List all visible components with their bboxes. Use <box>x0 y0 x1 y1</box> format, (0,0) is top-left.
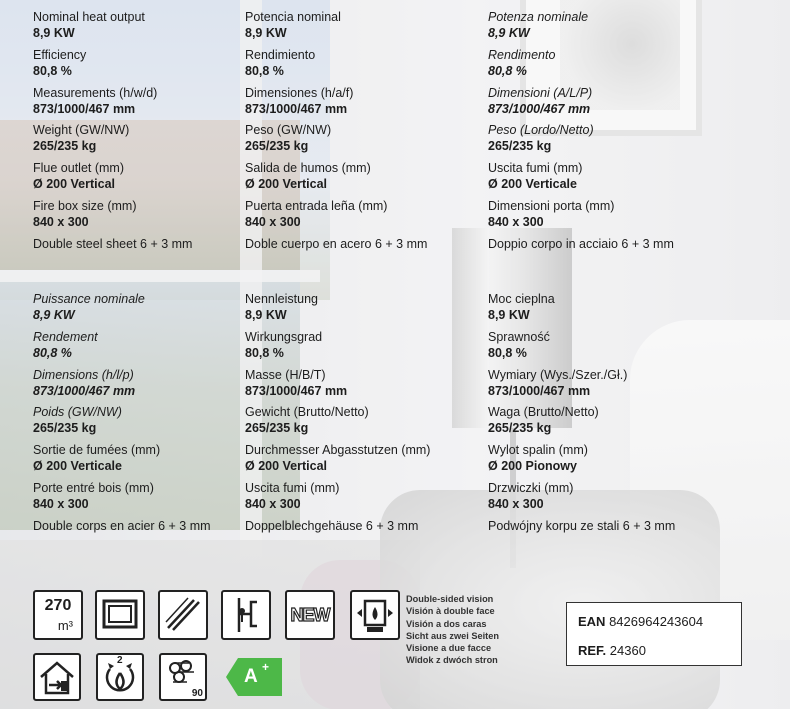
spec-value: Ø 200 Verticale <box>33 459 122 474</box>
spec-value: 873/1000/467 mm <box>488 383 591 398</box>
spec-value: 8,9 KW <box>33 26 75 40</box>
spec-value: 8,9 KW <box>245 26 287 40</box>
stove-front-icon <box>95 590 145 640</box>
spec-value: 8,9 KW <box>488 308 530 322</box>
spec-label: Uscita fumi (mm) <box>245 481 340 495</box>
house-installation-icon <box>33 653 81 701</box>
spec-value: 873/1000/467 mm <box>33 383 136 398</box>
spec-label: Puissance nominale <box>33 292 145 306</box>
ref-value: 24360 <box>609 643 646 658</box>
spec-label: Flue outlet (mm) <box>33 161 124 176</box>
spec-value: 265/235 kg <box>33 139 97 154</box>
spec-value: 80,8 % <box>488 63 527 78</box>
spec-value: 873/1000/467 mm <box>33 101 136 116</box>
double-sided-line: Double-sided vision <box>406 594 494 604</box>
spec-value: 8,9 KW <box>488 26 530 40</box>
spec-label: Waga (Brutto/Netto) <box>488 405 599 420</box>
spec-label: Durchmesser Abgasstutzen (mm) <box>245 443 431 458</box>
ref-row <box>578 643 646 658</box>
spec-value: 265/235 kg <box>488 139 552 154</box>
spec-value: Ø 200 Verticale <box>488 177 577 192</box>
spec-label: Poids (GW/NW) <box>33 405 122 420</box>
spec-label: Salida de humos (mm) <box>245 161 371 176</box>
flue-outlet-icon <box>221 590 271 640</box>
spec-label: Dimensioni (A/L/P) <box>488 85 593 100</box>
spec-value: 80,8 % <box>245 345 284 360</box>
spec-value: 840 x 300 <box>245 215 301 229</box>
spec-label: Potenza nominale <box>488 10 589 24</box>
room-volume-unit: m³ <box>57 618 73 633</box>
spec-value: 873/1000/467 mm <box>245 383 348 398</box>
spec-value: 265/235 kg <box>488 421 552 436</box>
spec-footer: Doble cuerpo en acero 6 + 3 mm <box>245 236 428 251</box>
ean-label: EAN <box>578 614 606 629</box>
spec-label: Rendimento <box>488 47 556 62</box>
spec-value: 265/235 kg <box>33 421 97 436</box>
double-sided-line: Visión à double face <box>406 606 495 617</box>
spec-value: 265/235 kg <box>245 421 309 436</box>
spec-value: 8,9 KW <box>33 308 75 322</box>
spec-label: Peso (GW/NW) <box>245 123 332 138</box>
spec-value: 265/235 kg <box>245 139 309 154</box>
energy-class-letter: A <box>244 666 258 687</box>
room-volume-icon <box>33 590 83 640</box>
spec-label: Uscita fumi (mm) <box>488 161 583 176</box>
ean-value: 8426964243604 <box>609 614 704 629</box>
double-sided-line: Widok z dwóch stron <box>406 655 498 666</box>
spec-label: Masse (H/B/T) <box>245 367 326 382</box>
spec-label: Drzwiczki (mm) <box>488 481 574 495</box>
new-label: NEW <box>290 605 330 625</box>
spec-label: Fire box size (mm) <box>33 199 137 213</box>
spec-value: Ø 200 Pionowy <box>488 459 577 474</box>
spec-footer: Podwójny korpu ze stali 6 + 3 mm <box>488 518 676 533</box>
spec-value: 840 x 300 <box>488 215 544 229</box>
spec-value: 80,8 % <box>33 345 72 360</box>
combustion-icon <box>96 653 144 701</box>
spec-value: Ø 200 Vertical <box>245 459 328 474</box>
spec-value: 80,8 % <box>488 345 527 360</box>
double-sided-line: Sicht aus zwei Seiten <box>406 630 499 641</box>
spec-label: Dimensioni porta (mm) <box>488 199 615 213</box>
spec-label: Rendement <box>33 329 98 344</box>
spec-label: Porte entré bois (mm) <box>33 481 154 495</box>
spec-value: 80,8 % <box>33 63 72 78</box>
spec-label: Rendimiento <box>245 47 316 62</box>
spec-footer: Doppelblechgehäuse 6 + 3 mm <box>245 518 419 533</box>
spec-label: Wymiary (Wys./Szer./Gł.) <box>488 367 628 382</box>
double-sided-text <box>406 593 499 667</box>
spec-footer: Double corps en acier 6 + 3 mm <box>33 518 211 533</box>
spec-value: Ø 200 Vertical <box>33 177 116 192</box>
ean-row <box>578 614 703 629</box>
spec-label: Sortie de fumées (mm) <box>33 443 161 458</box>
spec-value: 840 x 300 <box>245 497 301 511</box>
spec-label: Nennleistung <box>245 292 318 306</box>
spec-value: 840 x 300 <box>33 497 89 511</box>
spec-label: Nominal heat output <box>33 10 145 24</box>
spec-label: Dimensions (h/l/p) <box>33 367 134 382</box>
spec-value: 873/1000/467 mm <box>245 101 348 116</box>
spec-label: Measurements (h/w/d) <box>33 85 158 100</box>
energy-class-badge <box>226 658 282 696</box>
spec-value: 840 x 300 <box>33 215 89 229</box>
spec-label: Wirkungsgrad <box>245 329 323 344</box>
spec-label: Moc cieplna <box>488 292 555 306</box>
spec-label: Sprawność <box>488 329 550 344</box>
spec-label: Gewicht (Brutto/Netto) <box>245 405 369 420</box>
double-sided-line: Visione a due facce <box>406 643 492 654</box>
spec-footer: Doppio corpo in acciaio 6 + 3 mm <box>488 236 674 251</box>
energy-class-plus: + <box>262 660 270 674</box>
spec-value: Ø 200 Vertical <box>245 177 328 192</box>
double-sided-icon <box>350 590 400 640</box>
spec-label: Potencia nominal <box>245 10 341 24</box>
double-sided-line: Visión a dos caras <box>406 618 487 629</box>
spec-label: Wylot spalin (mm) <box>488 443 588 458</box>
spec-value: 873/1000/467 mm <box>488 101 591 116</box>
spec-label: Peso (Lordo/Netto) <box>488 123 594 138</box>
spec-label: Dimensiones (h/a/f) <box>245 85 354 100</box>
spec-label: Weight (GW/NW) <box>33 123 130 138</box>
product-codes-box <box>566 602 742 666</box>
spec-value: 80,8 % <box>245 63 284 78</box>
log-length-icon <box>159 653 207 701</box>
spec-footer: Double steel sheet 6 + 3 mm <box>33 236 193 251</box>
new-badge-icon <box>285 590 335 640</box>
ref-label: REF. <box>578 643 607 658</box>
combustion-stage-number: 2 <box>117 655 123 666</box>
spec-label: Efficiency <box>33 47 87 62</box>
spec-label: Puerta entrada leña (mm) <box>245 199 388 213</box>
steel-sheet-icon <box>158 590 208 640</box>
spec-value: 840 x 300 <box>488 497 544 511</box>
log-length-value: 90 <box>191 688 203 699</box>
room-volume-value: 270 <box>44 597 72 614</box>
spec-value: 8,9 KW <box>245 308 287 322</box>
